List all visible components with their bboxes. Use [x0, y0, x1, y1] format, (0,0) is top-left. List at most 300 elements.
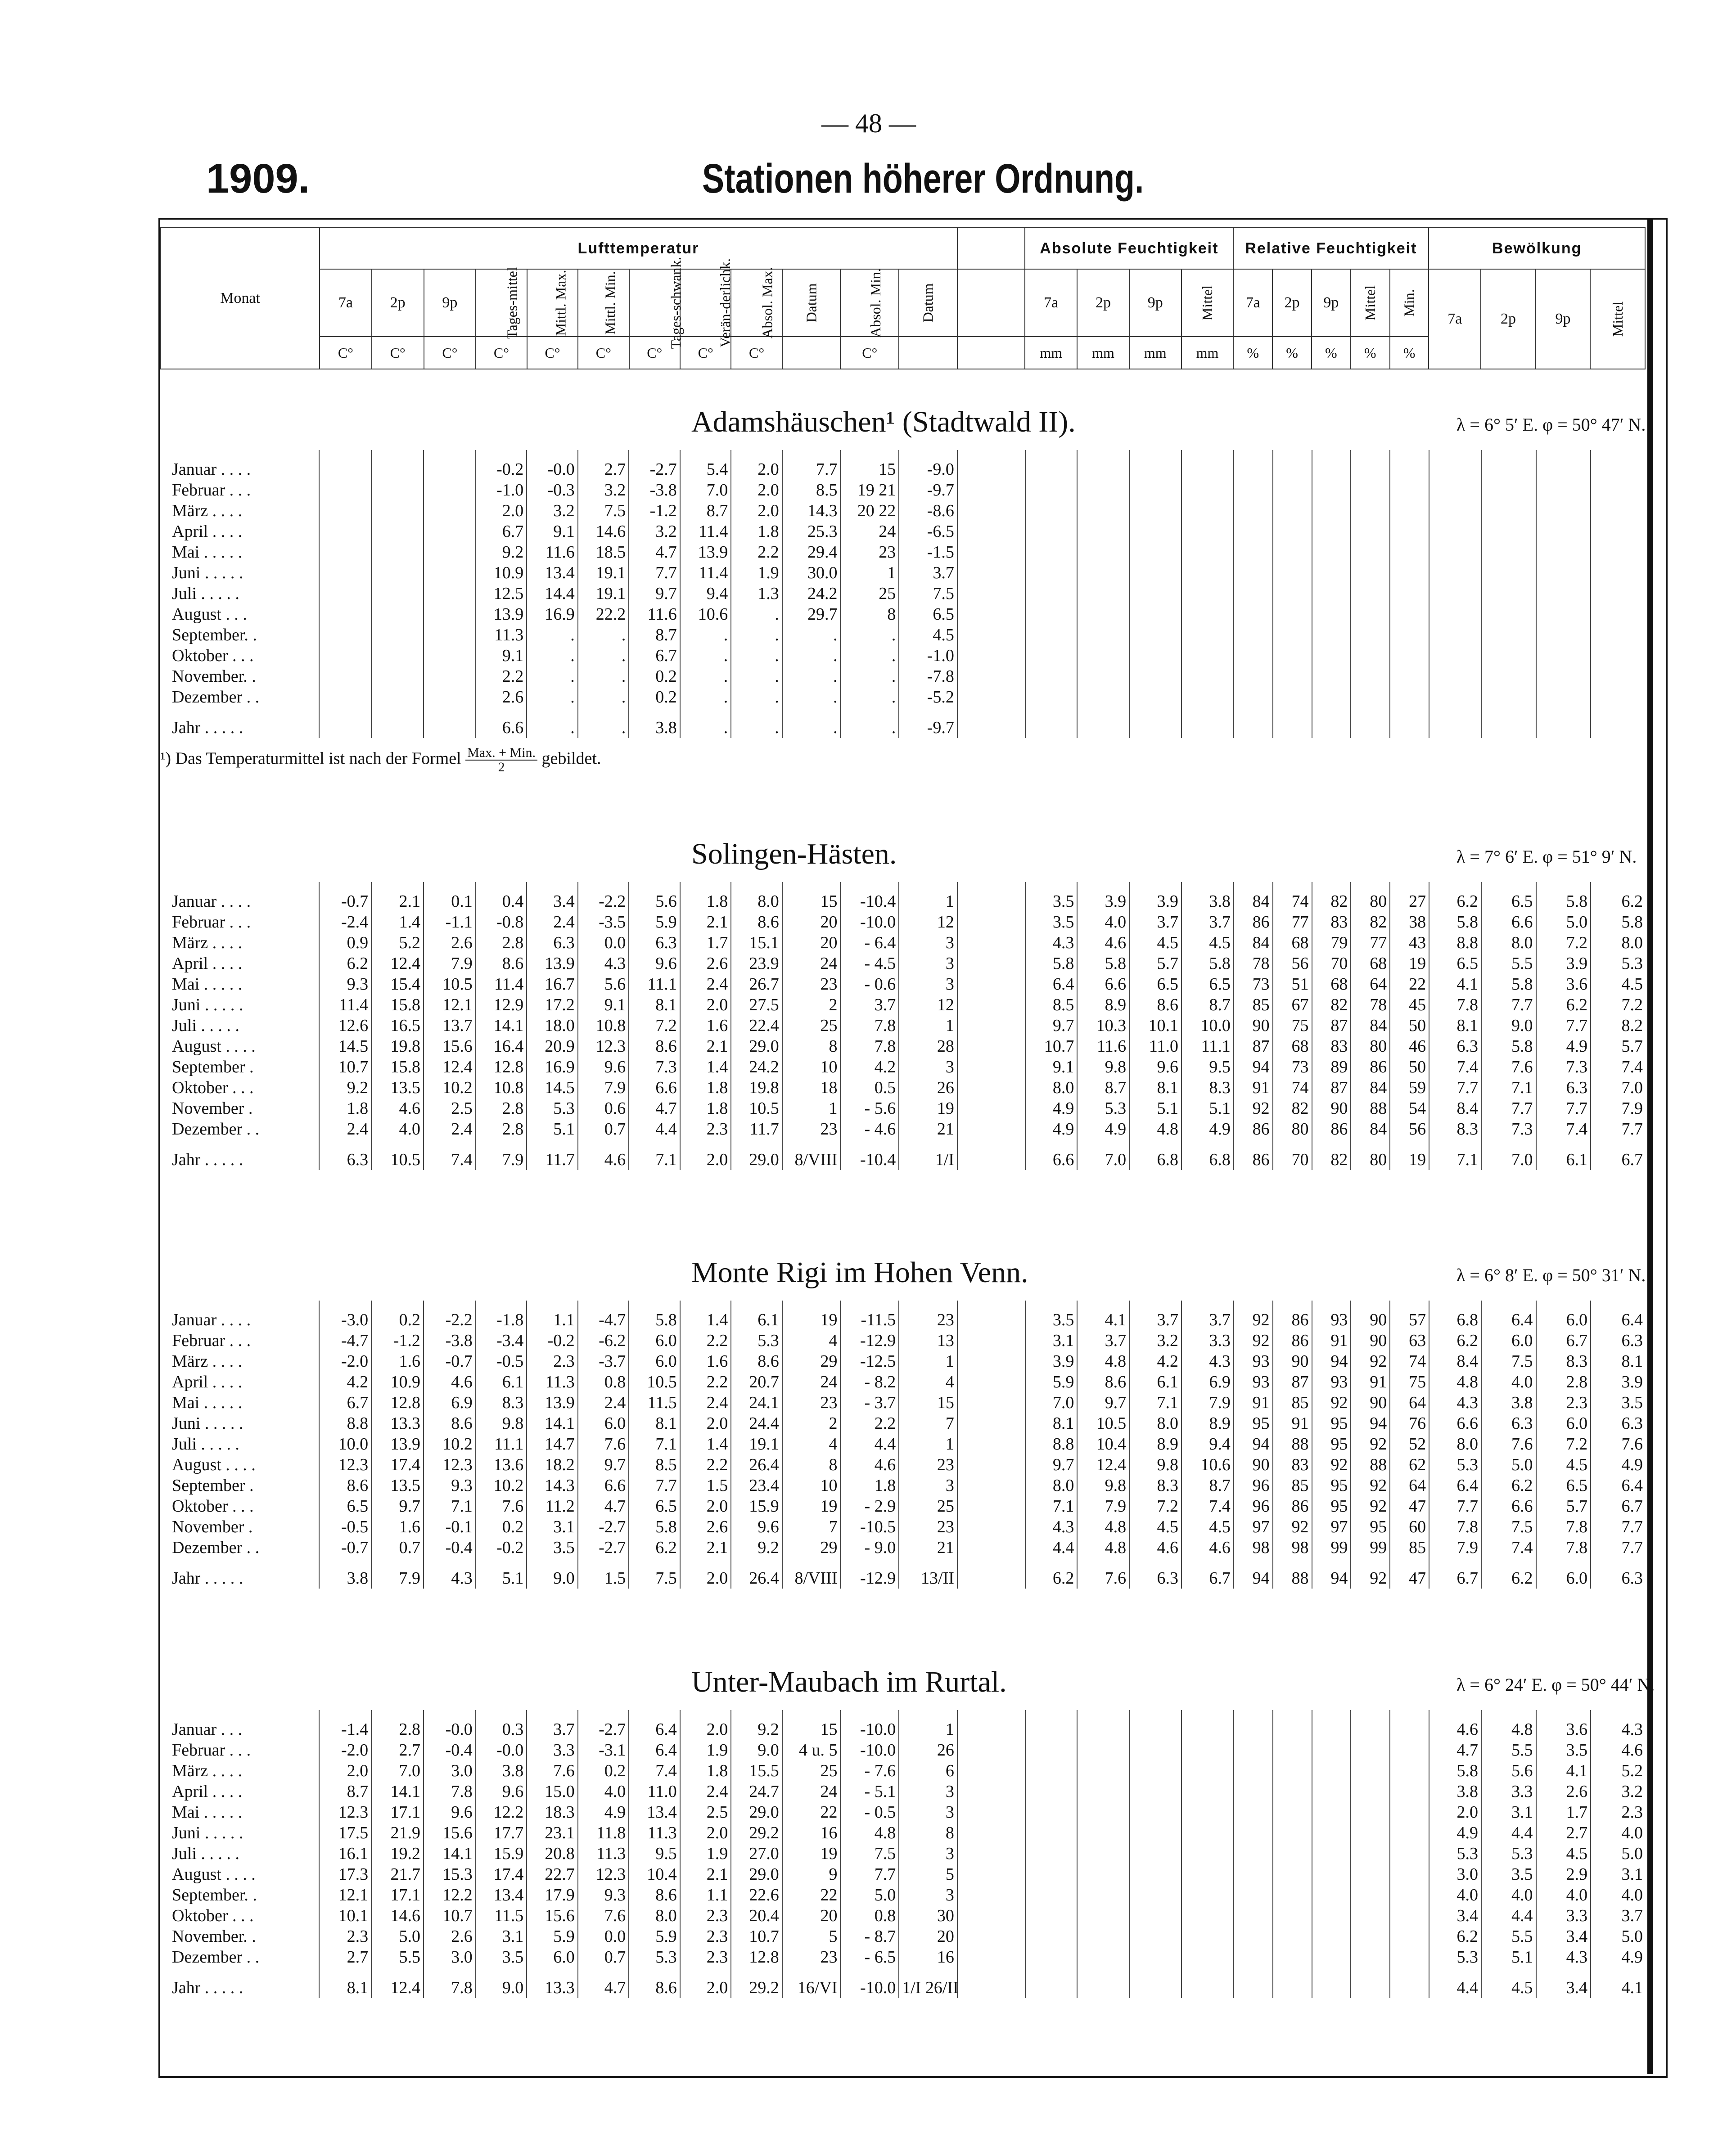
- table-cell: [1234, 1885, 1273, 1905]
- table-cell: - 5.1: [840, 1781, 899, 1802]
- month-label: Mai . . . . .: [172, 1803, 243, 1822]
- table-cell: 9.6: [578, 1057, 629, 1077]
- table-cell: [1390, 500, 1429, 521]
- table-cell: [1181, 604, 1234, 625]
- table-cell: 11.1: [1181, 1036, 1234, 1057]
- table-cell: [1129, 450, 1181, 480]
- table-cell: 6.5: [899, 604, 957, 625]
- table-cell: 90: [1351, 1392, 1390, 1413]
- table-cell: 91: [1351, 1372, 1390, 1392]
- table-cell: 12.4: [371, 953, 424, 974]
- table-cell: [1481, 450, 1536, 480]
- table-cell: .: [578, 645, 629, 666]
- table-cell: 5.0: [1591, 1926, 1646, 1947]
- table-cell: 9.0: [731, 1740, 782, 1760]
- table-cell: [1129, 1864, 1181, 1885]
- table-cell: 92: [1312, 1392, 1351, 1413]
- table-cell: 3.4: [1429, 1905, 1481, 1926]
- table-cell: [1429, 542, 1481, 563]
- table-cell: 8.4: [1429, 1098, 1481, 1119]
- table-cell: 2.6: [680, 953, 731, 974]
- table-cell: 6.6: [1077, 974, 1129, 995]
- table-cell: 7.5: [629, 1558, 680, 1589]
- table-cell: [1129, 1802, 1181, 1823]
- table-cell: 3.4: [527, 882, 578, 912]
- table-cell: 4.9: [1536, 1036, 1591, 1057]
- header-group-bewoelkung: Bewölkung: [1429, 228, 1645, 269]
- table-cell: .: [578, 687, 629, 707]
- table-cell: [1273, 1947, 1312, 1967]
- table-cell: 2.5: [424, 1098, 476, 1119]
- table-cell: [1234, 1781, 1273, 1802]
- table-cell: 4.6: [1591, 1740, 1646, 1760]
- table-cell: [319, 450, 371, 480]
- table-cell: 54: [1390, 1098, 1429, 1119]
- table-cell: [1351, 604, 1390, 625]
- column-unit: %: [1351, 337, 1390, 369]
- table-cell: 8.8: [319, 1413, 371, 1434]
- column-label: [578, 269, 629, 337]
- table-cell: 4.5: [1481, 1967, 1536, 1998]
- table-cell: 1: [899, 1351, 957, 1372]
- table-cell: 18.0: [527, 1015, 578, 1036]
- table-cell: 7.4: [424, 1139, 476, 1170]
- table-cell: 94: [1234, 1558, 1273, 1589]
- column-label: 7a: [1429, 269, 1481, 369]
- table-cell: 86: [1273, 1301, 1312, 1330]
- table-cell: [1234, 450, 1273, 480]
- table-cell: 4.8: [840, 1823, 899, 1843]
- column-label: [527, 269, 578, 337]
- table-cell: -1.8: [476, 1301, 527, 1330]
- table-cell: [1025, 1885, 1078, 1905]
- footnote-formula: [465, 746, 537, 774]
- table-cell: 6.5: [1181, 974, 1234, 995]
- table-cell: [1181, 625, 1234, 645]
- table-cell: 3.7: [840, 995, 899, 1015]
- table-cell: 85: [1273, 1392, 1312, 1413]
- table-cell: 5.8: [1025, 953, 1078, 974]
- table-cell: - 6.5: [840, 1947, 899, 1967]
- table-cell: -5.2: [899, 687, 957, 707]
- table-cell: [957, 666, 1025, 687]
- table-cell: 6.2: [319, 953, 371, 974]
- table-cell: 91: [1273, 1413, 1312, 1434]
- table-cell: 2.0: [680, 1413, 731, 1434]
- table-cell: 3.8: [1181, 882, 1234, 912]
- table-cell: [1390, 1740, 1429, 1760]
- table-cell: 0.4: [476, 882, 527, 912]
- table-cell: 4.5: [1536, 1454, 1591, 1475]
- table-cell: 2.1: [371, 882, 424, 912]
- table-cell: [1273, 625, 1312, 645]
- table-cell: 14.1: [476, 1015, 527, 1036]
- column-unit: mm: [1025, 337, 1077, 369]
- table-cell: 7.8: [840, 1036, 899, 1057]
- table-cell: 23: [782, 974, 841, 995]
- column-unit: C°: [527, 337, 578, 369]
- table-cell: 7.7: [1481, 995, 1536, 1015]
- table-cell: 86: [1351, 1057, 1390, 1077]
- table-cell: 6.4: [629, 1710, 680, 1740]
- table-cell: 7.0: [1481, 1139, 1536, 1170]
- table-cell: 2.1: [680, 1864, 731, 1885]
- table-cell: 7.7: [782, 450, 841, 480]
- table-cell: [1273, 542, 1312, 563]
- table-cell: 2.1: [680, 1036, 731, 1057]
- table-cell: [1077, 521, 1129, 542]
- table-cell: -3.4: [476, 1330, 527, 1351]
- table-cell: [1429, 604, 1481, 625]
- table-cell: 62: [1390, 1454, 1429, 1475]
- table-cell: 90: [1273, 1351, 1312, 1372]
- table-cell: 24.4: [731, 1413, 782, 1434]
- table-cell: 5.1: [527, 1119, 578, 1139]
- table-cell: 17.9: [527, 1885, 578, 1905]
- table-cell: -1.2: [629, 500, 680, 521]
- table-row: [160, 1098, 1646, 1119]
- table-cell: [957, 953, 1025, 974]
- station-block: [160, 833, 1646, 1170]
- table-row: [160, 1392, 1646, 1413]
- table-cell: 18.5: [578, 542, 629, 563]
- table-cell: .: [680, 625, 731, 645]
- table-cell: 19.1: [578, 563, 629, 583]
- table-cell: 19.1: [578, 583, 629, 604]
- table-cell: [1181, 450, 1234, 480]
- month-label: Februar . . .: [172, 1331, 251, 1350]
- table-cell: 2.4: [578, 1392, 629, 1413]
- table-cell: 26.4: [731, 1558, 782, 1589]
- table-cell: 24.7: [731, 1781, 782, 1802]
- table-cell: 3.9: [1536, 953, 1591, 974]
- column-unit: C°: [680, 337, 731, 369]
- table-cell: 8.0: [1129, 1413, 1181, 1434]
- table-cell: 23: [840, 542, 899, 563]
- table-cell: -10.4: [840, 1139, 899, 1170]
- table-cell: 0.7: [578, 1947, 629, 1967]
- table-cell: [1390, 563, 1429, 583]
- table-cell: [1129, 625, 1181, 645]
- table-cell: 86: [1234, 1119, 1273, 1139]
- column-label: 7a: [1025, 269, 1077, 337]
- table-cell: [1025, 1823, 1078, 1843]
- table-cell: [1536, 645, 1591, 666]
- month-label: Oktober . . .: [172, 1497, 254, 1516]
- table-cell: [1025, 1802, 1078, 1823]
- table-cell: [957, 1843, 1025, 1864]
- table-cell: [1351, 521, 1390, 542]
- table-cell: -6.2: [578, 1330, 629, 1351]
- table-row: [160, 932, 1646, 953]
- table-cell: 91: [1234, 1077, 1273, 1098]
- table-cell: [1181, 1843, 1234, 1864]
- table-cell: 7.2: [1129, 1496, 1181, 1517]
- table-cell: [371, 563, 424, 583]
- table-cell: 3: [899, 1843, 957, 1864]
- table-cell: 97: [1312, 1517, 1351, 1537]
- table-row: [160, 1710, 1646, 1740]
- station-block: [160, 1661, 1655, 1998]
- table-cell: [1234, 645, 1273, 666]
- table-cell: 19.1: [731, 1434, 782, 1454]
- table-cell: 6.7: [1181, 1558, 1234, 1589]
- table-cell: 11.6: [527, 542, 578, 563]
- table-cell: 64: [1390, 1475, 1429, 1496]
- table-cell: 3.9: [1077, 882, 1129, 912]
- month-label: Dezember . .: [172, 1538, 260, 1557]
- table-cell: [957, 604, 1025, 625]
- table-cell: 15: [782, 882, 841, 912]
- table-row: [160, 645, 1646, 666]
- table-cell: 4.0: [578, 1781, 629, 1802]
- column-label: 2p: [1077, 269, 1129, 337]
- table-cell: 8.5: [629, 1454, 680, 1475]
- table-cell: 4.0: [1591, 1885, 1646, 1905]
- table-cell: 29: [782, 1537, 841, 1558]
- table-cell: 7.4: [1591, 1057, 1646, 1077]
- table-cell: 5.8: [1536, 882, 1591, 912]
- table-cell: 2.0: [680, 995, 731, 1015]
- table-cell: [1181, 563, 1234, 583]
- table-cell: 92: [1234, 1330, 1273, 1351]
- column-label-text: Mittel: [1199, 285, 1216, 321]
- month-label: Oktober . . .: [172, 1906, 254, 1925]
- table-cell: [424, 480, 476, 500]
- table-cell: [957, 450, 1025, 480]
- table-cell: 4.9: [1025, 1098, 1078, 1119]
- station-table: [160, 450, 1646, 738]
- table-cell: 92: [1351, 1351, 1390, 1372]
- table-cell: - 3.7: [840, 1392, 899, 1413]
- table-cell: [1181, 480, 1234, 500]
- table-cell: 4.8: [1481, 1710, 1536, 1740]
- table-cell: 7.4: [629, 1760, 680, 1781]
- table-cell: 10.7: [731, 1926, 782, 1947]
- table-cell: [957, 563, 1025, 583]
- table-cell: 5.7: [1129, 953, 1181, 974]
- table-cell: [424, 563, 476, 583]
- table-cell: [1390, 1864, 1429, 1885]
- table-cell: - 0.5: [840, 1802, 899, 1823]
- table-cell: 12.8: [371, 1392, 424, 1413]
- table-cell: 7: [899, 1413, 957, 1434]
- table-cell: 88: [1273, 1434, 1312, 1454]
- table-cell: 10.7: [319, 1057, 371, 1077]
- table-cell: 5.9: [1025, 1372, 1078, 1392]
- table-cell: 3.0: [424, 1947, 476, 1967]
- table-cell: 86: [1273, 1330, 1312, 1351]
- table-cell: [371, 500, 424, 521]
- table-cell: 4.7: [1429, 1740, 1481, 1760]
- table-cell: 1: [899, 1434, 957, 1454]
- table-cell: 24.2: [731, 1057, 782, 1077]
- table-cell: [1129, 1967, 1181, 1998]
- table-cell: [1390, 450, 1429, 480]
- table-cell: 21: [899, 1119, 957, 1139]
- table-cell: [319, 625, 371, 645]
- table-cell: [371, 521, 424, 542]
- table-cell: 5.2: [371, 932, 424, 953]
- table-cell: 0.2: [578, 1760, 629, 1781]
- table-row: [160, 1454, 1646, 1475]
- table-cell: 10.5: [424, 974, 476, 995]
- table-cell: [371, 625, 424, 645]
- table-cell: 2.3: [680, 1947, 731, 1967]
- table-cell: 3.8: [1481, 1392, 1536, 1413]
- month-label: November. .: [172, 1927, 256, 1946]
- column-unit: C°: [629, 337, 680, 369]
- table-cell: 14.5: [319, 1036, 371, 1057]
- table-cell: 7.6: [578, 1905, 629, 1926]
- table-cell: 13/II: [899, 1558, 957, 1589]
- table-cell: 16.1: [319, 1843, 371, 1864]
- table-cell: 84: [1234, 932, 1273, 953]
- table-cell: -1.4: [319, 1710, 371, 1740]
- table-cell: 14.1: [424, 1843, 476, 1864]
- table-cell: [1429, 450, 1481, 480]
- table-cell: -0.2: [476, 1537, 527, 1558]
- table-cell: 74: [1273, 1077, 1312, 1098]
- table-cell: 5.8: [629, 1517, 680, 1537]
- table-cell: 13.9: [476, 604, 527, 625]
- table-cell: 16.9: [527, 604, 578, 625]
- table-cell: 2.2: [680, 1372, 731, 1392]
- table-cell: [1351, 666, 1390, 687]
- table-cell: [1181, 1823, 1234, 1843]
- table-cell: 6.4: [1481, 1301, 1536, 1330]
- table-cell: [1025, 1905, 1078, 1926]
- month-label: Dezember . .: [172, 1120, 260, 1139]
- table-cell: 28: [899, 1036, 957, 1057]
- table-cell: 2.6: [424, 932, 476, 953]
- table-cell: 6.4: [1429, 1475, 1481, 1496]
- table-cell: 80: [1273, 1119, 1312, 1139]
- table-row: [160, 1905, 1646, 1926]
- table-cell: 1: [899, 882, 957, 912]
- table-cell: 0.8: [578, 1372, 629, 1392]
- table-cell: [1025, 1926, 1078, 1947]
- table-cell: [1234, 542, 1273, 563]
- table-cell: [1312, 1864, 1351, 1885]
- table-cell: 2.4: [319, 1119, 371, 1139]
- table-cell: 17.2: [527, 995, 578, 1015]
- table-cell: 83: [1273, 1454, 1312, 1475]
- table-cell: [957, 1330, 1025, 1351]
- table-cell: [1025, 707, 1078, 738]
- table-cell: 9.5: [1181, 1057, 1234, 1077]
- column-unit: %: [1233, 337, 1272, 369]
- table-cell: [957, 932, 1025, 953]
- station-coords: λ = 6° 8′ E. φ = 50° 31′ N.: [1456, 1265, 1646, 1285]
- table-cell: 23.4: [731, 1475, 782, 1496]
- table-cell: 23.9: [731, 953, 782, 974]
- month-label: April . . . .: [172, 1373, 243, 1391]
- table-cell: 16: [899, 1947, 957, 1967]
- table-row: [160, 995, 1646, 1015]
- table-cell: 12.2: [476, 1802, 527, 1823]
- table-cell: - 4.5: [840, 953, 899, 974]
- table-cell: 5.3: [731, 1330, 782, 1351]
- table-cell: 10.5: [1077, 1413, 1129, 1434]
- table-cell: .: [578, 666, 629, 687]
- table-cell: [1481, 625, 1536, 645]
- table-cell: 5.6: [578, 974, 629, 995]
- month-label: Januar . . . .: [172, 460, 251, 479]
- table-cell: 46: [1390, 1036, 1429, 1057]
- table-row: [160, 480, 1646, 500]
- table-cell: 3: [899, 1475, 957, 1496]
- table-cell: .: [840, 645, 899, 666]
- table-cell: -0.3: [527, 480, 578, 500]
- month-label: Juli . . . . .: [172, 1435, 239, 1454]
- table-cell: -3.8: [424, 1330, 476, 1351]
- table-row: [160, 1351, 1646, 1372]
- table-cell: 93: [1234, 1372, 1273, 1392]
- table-cell: 6.3: [527, 932, 578, 953]
- header-monat: Monat: [161, 228, 320, 369]
- table-cell: 7: [782, 1517, 841, 1537]
- table-cell: [1536, 500, 1591, 521]
- table-cell: [1591, 563, 1646, 583]
- table-cell: 5.8: [629, 1301, 680, 1330]
- table-cell: 98: [1234, 1537, 1273, 1558]
- month-label: August . . . .: [172, 1865, 256, 1884]
- table-cell: 8.1: [1129, 1077, 1181, 1098]
- table-cell: 80: [1351, 882, 1390, 912]
- table-cell: [1181, 1740, 1234, 1760]
- table-cell: [1390, 1967, 1429, 1998]
- table-cell: 5.3: [1077, 1098, 1129, 1119]
- table-cell: 13.9: [527, 1392, 578, 1413]
- table-row: [160, 1517, 1646, 1537]
- table-cell: 3.5: [1481, 1864, 1536, 1885]
- table-cell: [1234, 1926, 1273, 1947]
- table-cell: 7.9: [578, 1077, 629, 1098]
- table-cell: 6.2: [1429, 1330, 1481, 1351]
- table-cell: 6.4: [1591, 1475, 1646, 1496]
- table-cell: [1481, 563, 1536, 583]
- table-cell: 12.5: [476, 583, 527, 604]
- table-cell: 18.2: [527, 1454, 578, 1475]
- table-cell: [1481, 687, 1536, 707]
- table-cell: [1077, 1843, 1129, 1864]
- column-label: [476, 269, 527, 337]
- table-row: [160, 687, 1646, 707]
- table-cell: [1181, 500, 1234, 521]
- table-cell: 29.7: [782, 604, 841, 625]
- table-cell: 17.7: [476, 1823, 527, 1843]
- station-coords: λ = 6° 5′ E. φ = 50° 47′ N.: [1456, 414, 1646, 435]
- table-cell: [1273, 1926, 1312, 1947]
- table-cell: 15.6: [424, 1823, 476, 1843]
- table-cell: 2.5: [680, 1802, 731, 1823]
- table-cell: [424, 604, 476, 625]
- table-cell: 83: [1312, 912, 1351, 932]
- table-cell: 4.3: [1181, 1351, 1234, 1372]
- table-cell: 16: [782, 1823, 841, 1843]
- table-cell: 13.9: [680, 542, 731, 563]
- month-label: April . . . .: [172, 1782, 243, 1801]
- table-cell: 11.8: [578, 1823, 629, 1843]
- table-cell: 92: [1273, 1517, 1312, 1537]
- month-label: September .: [172, 1476, 254, 1495]
- table-cell: -0.0: [527, 450, 578, 480]
- table-cell: [957, 1864, 1025, 1885]
- table-row: [160, 882, 1646, 912]
- table-cell: [957, 1885, 1025, 1905]
- table-cell: 3.9: [1025, 1351, 1078, 1372]
